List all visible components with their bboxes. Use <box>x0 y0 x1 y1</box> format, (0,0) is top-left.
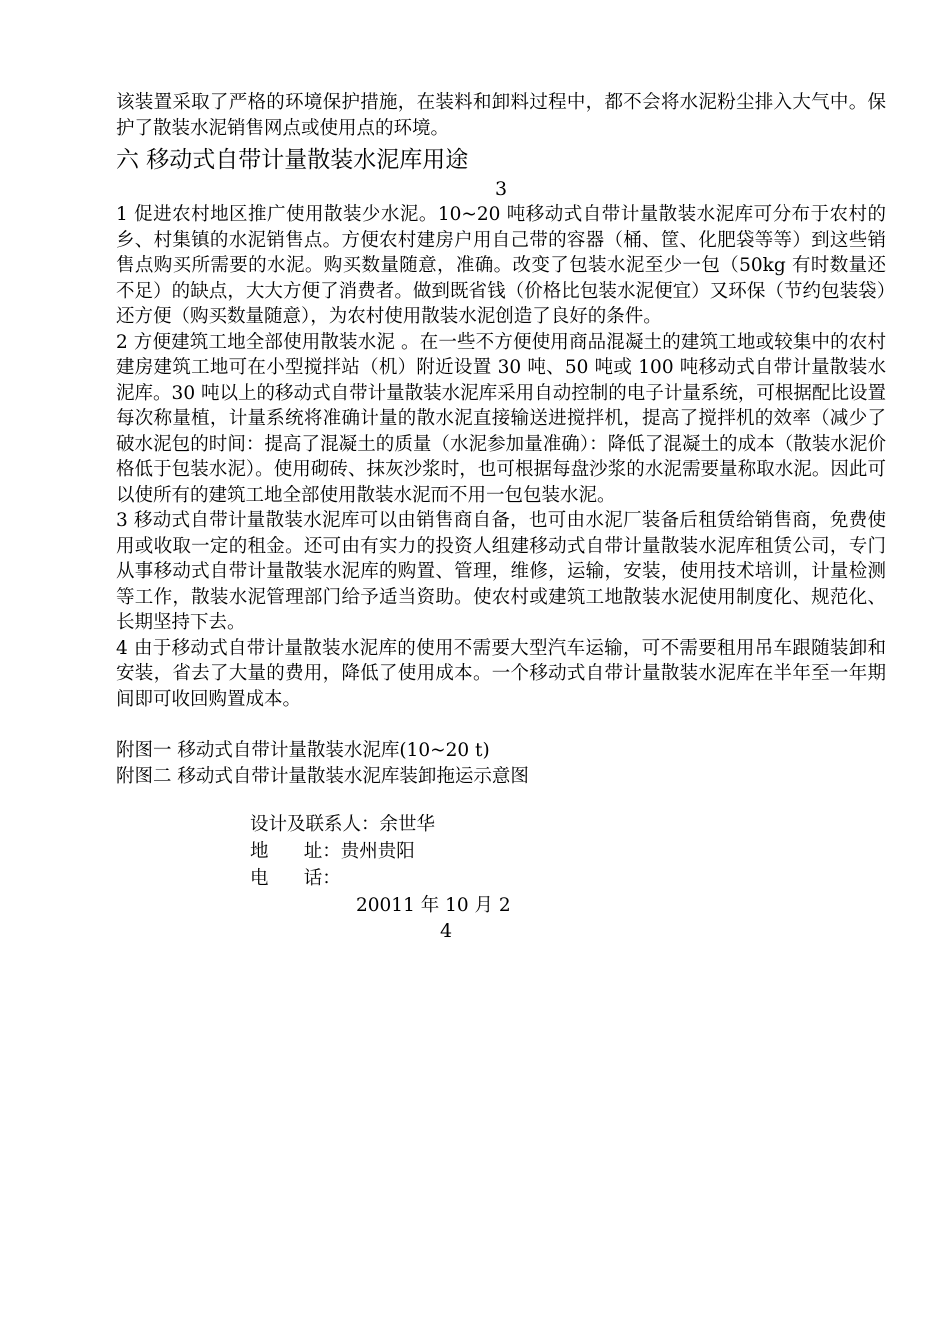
list-item: 2 方便建筑工地全部使用散装水泥 。在一些不方便使用商品混凝土的建筑工地或较集中的农村建房建筑工地可在小型搅拌站（机）附近设置 30 吨、50 吨或 100 吨移动式自带计量散装水泥库。30 吨以上的移动式自带计量散装水泥库采用自动控制的电子计量系统，可根据配比设置每次称量植，计量系统将准确计量的散水泥直接输送进搅拌机，提高了搅拌机的效率（减少了破水泥包的时间：提高了混凝土的质量（水泥参加量准确）：降低了混凝土的成本（散装水泥价格低于包装水泥）。使用砌砖、抹灰沙浆时，也可根据每盘沙浆的水泥需要量称取水泥。因此可以使所有的建筑工地全部使用散装水泥而不用一包包装水泥。 <box>116 331 886 506</box>
figure-caption-1: 附图一 移动式自带计量散装水泥库(10~20 t) <box>116 740 490 761</box>
contact-block <box>250 811 886 892</box>
designer-row <box>250 811 886 838</box>
designer-label: 设计及联系人： <box>250 814 380 835</box>
date-line: 20011 年 10 月 2 <box>356 895 511 916</box>
list-item: 1 促进农村地区推广使用散装少水泥。10~20 吨移动式自带计量散装水泥库可分布于农村的乡、村集镇的水泥销售点。方便农村建房户用自己带的容器（桶、筐、化肥袋等等）到这些销售点购买所需要的水泥。购买数量随意，准确。改变了包装水泥至少一包（50kg 有时数量还不足）的缺点，大大方便了消费者。做到既省钱（价格比包装水泥便宜）又环保（节约包装袋）还方便（购买数量随意），为农村使用散装水泥创造了良好的条件。 <box>116 204 886 327</box>
document-page <box>116 90 886 944</box>
intro-paragraph: 该装置采取了严格的环境保护措施，在装料和卸料过程中，都不会将水泥粉尘排入大气中。保护了散装水泥销售网点或使用点的环境。 <box>116 92 886 139</box>
phone-label: 电 话： <box>250 868 341 889</box>
page-number-bottom: 4 <box>440 920 453 942</box>
address-value: 贵州贵阳 <box>340 841 415 862</box>
figure-caption-2: 附图二 移动式自带计量散装水泥库装卸拖运示意图 <box>116 765 529 787</box>
address-label: 地 址： <box>250 841 341 862</box>
spacer <box>116 712 886 738</box>
list-item: 3 移动式自带计量散装水泥库可以由销售商自备，也可由水泥厂装备后租赁给销售商，免费使用或收取一定的租金。还可由有实力的投资人组建移动式自带计量散装水泥库租赁公司，专门从事移动式自带计量散装水泥库的购置、管理，维修，运输，安装，使用技术培训，计量检测等工作，散装水泥管理部门给予适当资助。使农村或建筑工地散装水泥使用制度化、规范化、长期坚持下去。 <box>116 510 886 633</box>
list-item: 4 由于移动式自带计量散装水泥库的使用不需要大型汽车运输，可不需要租用吊车跟随装卸和安装，省去了大量的费用，降低了使用成本。一个移动式自带计量散装水泥库在半年至一年期间即可收回购置成本。 <box>116 637 886 710</box>
section-heading: 六 移动式自带计量散装水泥库用途 <box>116 147 469 173</box>
phone-row <box>250 865 886 892</box>
page-number-top: 3 <box>494 178 508 200</box>
designer-value: 余世华 <box>379 814 436 835</box>
address-row <box>250 838 886 865</box>
